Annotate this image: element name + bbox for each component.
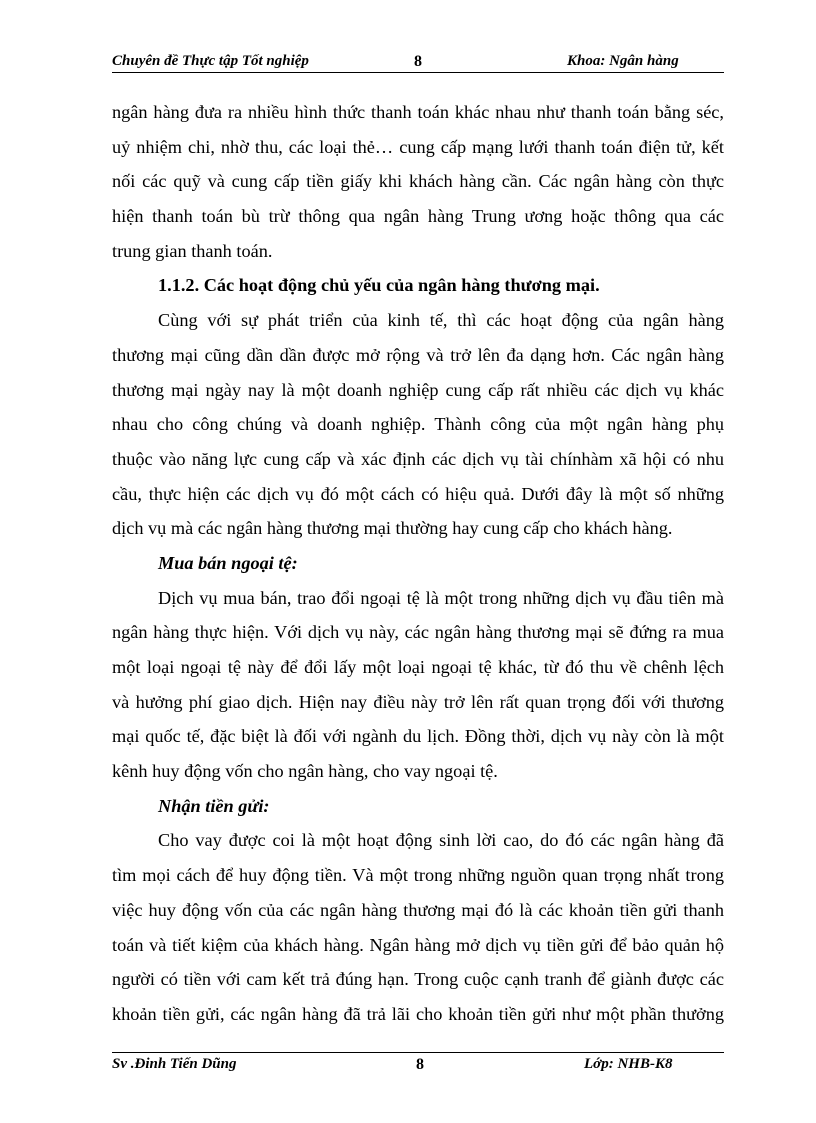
subsection-heading: Nhận tiền gửi: [158, 795, 270, 816]
body-line: mại quốc tế, đặc biệt là đối với ngành du lịch. Đồng thời, dịch vụ này còn là một [112, 726, 724, 747]
body-line: dịch vụ mà các ngân hàng thương mại thường hay cung cấp cho khách hàng. [112, 518, 673, 539]
subsection-heading: Mua bán ngoại tệ: [158, 552, 298, 573]
body-line: ngân hàng đưa ra nhiều hình thức thanh toán khác nhau như thanh toán bằng séc, [112, 102, 724, 122]
body-line: cầu, thực hiện các dịch vụ đó một cách có hiệu quả. Dưới đây là một số những [112, 483, 724, 504]
body-line: hiện thanh toán bù trừ thông qua ngân hàng Trung ương hoặc thông qua các [112, 206, 724, 227]
body-line: Cho vay được coi là một hoạt động sinh lời cao, do đó các ngân hàng đã [158, 830, 724, 851]
header-document-title: Chuyên đề Thực tập Tốt nghiệp [112, 53, 309, 69]
body-line: và hưởng phí giao dịch. Hiện nay điều này trở lên rất quan trọng đối với thương [112, 691, 724, 712]
body-line: ngân hàng thực hiện. Với dịch vụ này, các ngân hàng thương mại sẽ đứng ra mua [112, 622, 724, 643]
body-line: người có tiền với cam kết trả đúng hạn. Trong cuộc cạnh tranh để giành được các [112, 969, 724, 990]
body-line: nhau cho công chúng và doanh nghiệp. Thành công của một ngân hàng phụ [112, 414, 724, 435]
body-line: kênh huy động vốn cho ngân hàng, cho vay ngoại tệ. [112, 761, 498, 782]
footer-class: Lớp: NHB-K8 [584, 1056, 673, 1072]
body-line: tìm mọi cách để huy động tiền. Và một trong những nguồn quan trọng nhất trong [112, 865, 724, 886]
body-line: một loại ngoại tệ này để đổi lấy một loại ngoại tệ khác, từ đó thu về chênh lệch [112, 657, 724, 677]
section-heading: 1.1.2. Các hoạt động chủ yếu của ngân hàng thương mại. [158, 275, 600, 296]
body-line: thương mại ngày nay là một doanh nghiệp cung cấp rất nhiều các dịch vụ khác [112, 379, 724, 400]
body-line: Dịch vụ mua bán, trao đổi ngoại tệ là một trong những dịch vụ đầu tiên mà [158, 587, 724, 608]
body-line: thương mại cũng dần dần được mở rộng và trở lên đa dạng hơn. Các ngân hàng [112, 344, 724, 365]
body-line: nối các quỹ và cung cấp tiền giấy khi khách hàng cần. Các ngân hàng còn thực [112, 171, 724, 192]
header-page-number: 8 [414, 53, 422, 70]
document-body [112, 95, 724, 1032]
footer-student-name: Sv .Đinh Tiến Dũng [112, 1056, 237, 1072]
body-line: trung gian thanh toán. [112, 240, 273, 261]
body-line: Cùng với sự phát triển của kinh tế, thì các hoạt động của ngân hàng [158, 310, 724, 331]
header-faculty: Khoa: Ngân hàng [567, 53, 679, 69]
body-line: uỷ nhiệm chi, nhờ thu, các loại thẻ… cung cấp mạng lưới thanh toán điện tử, kết [112, 136, 724, 157]
body-line: khoản tiền gửi, các ngân hàng đã trả lãi cho khoản tiền gửi như một phần thưởng [112, 1003, 724, 1024]
page-header [112, 50, 724, 73]
body-line: toán và tiết kiệm của khách hàng. Ngân hàng mở dịch vụ tiền gửi để bảo quản hộ [112, 934, 724, 955]
body-line: thuộc vào năng lực cung cấp và xác định các dịch vụ tài chínhàm xã hội có nhu [112, 448, 724, 469]
body-line: việc huy động vốn của các ngân hàng thương mại đó là các khoản tiền gửi thanh [112, 899, 724, 920]
footer-page-number: 8 [416, 1056, 424, 1073]
page-footer [112, 1052, 724, 1075]
